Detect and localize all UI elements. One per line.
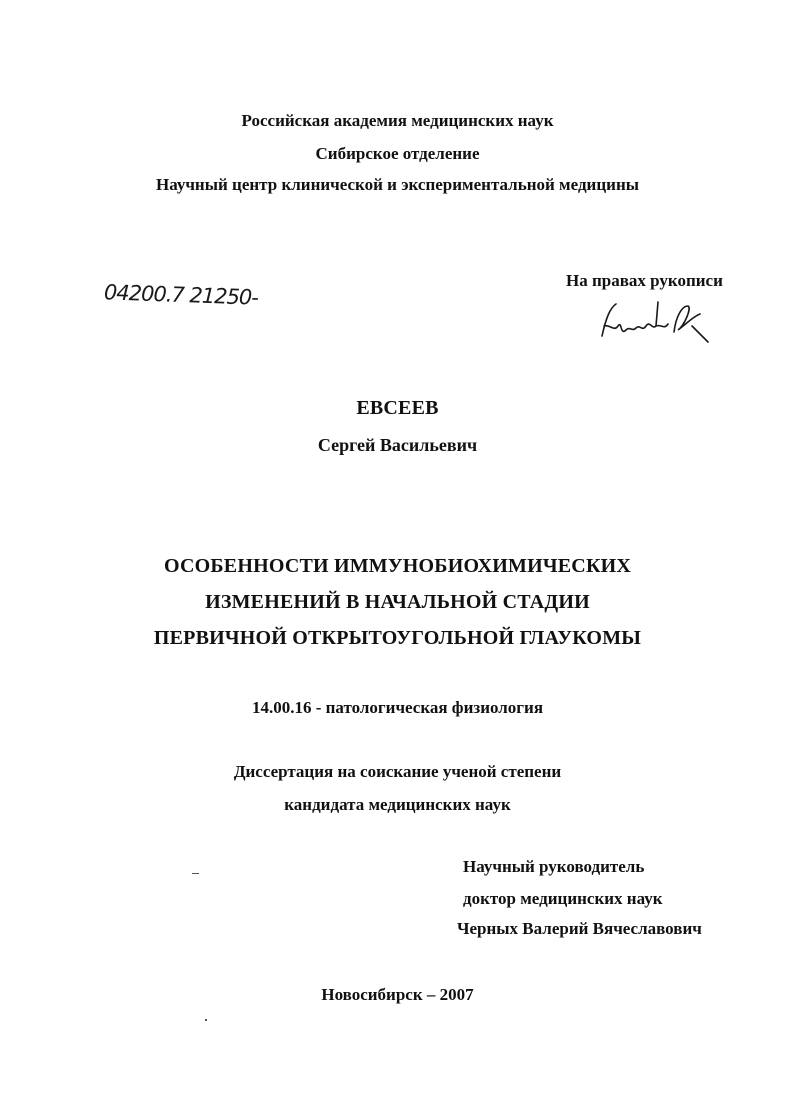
supervisor-role: Научный руководитель (463, 857, 645, 876)
branch-name: Сибирское отделение (315, 144, 480, 163)
handwritten-signature (596, 296, 714, 344)
academy-name: Российская академия медицинских наук (241, 111, 554, 130)
title-line: ИЗМЕНЕНИЙ В НАЧАЛЬНОЙ СТАДИИ (205, 591, 590, 613)
supervisor-name: Черных Валерий Вячеславович (457, 919, 702, 938)
registration-stamp-number: 04200.7 21250- (103, 280, 259, 310)
specialty-code: 14.00.16 - патологическая физиология (251, 698, 544, 717)
scan-speck (205, 1019, 207, 1021)
author-given-names: Сергей Васильевич (317, 435, 478, 455)
center-name: Научный центр клинической и экспериментальной медицины (155, 175, 640, 194)
scan-speck (192, 873, 199, 874)
supervisor-degree: доктор медицинских наук (463, 889, 663, 908)
manuscript-rights: На правах рукописи (566, 271, 723, 290)
title-line: ОСОБЕННОСТИ ИММУНОБИОХИМИЧЕСКИХ (163, 555, 632, 577)
dissertation-degree-line2: кандидата медицинских наук (284, 795, 511, 814)
dissertation-degree-line1: Диссертация на соискание ученой степени (233, 762, 562, 781)
title-line: ПЕРВИЧНОЙ ОТКРЫТОУГОЛЬНОЙ ГЛАУКОМЫ (153, 627, 642, 649)
city-year: Новосибирск – 2007 (321, 985, 474, 1004)
author-surname: ЕВСЕЕВ (356, 397, 439, 419)
